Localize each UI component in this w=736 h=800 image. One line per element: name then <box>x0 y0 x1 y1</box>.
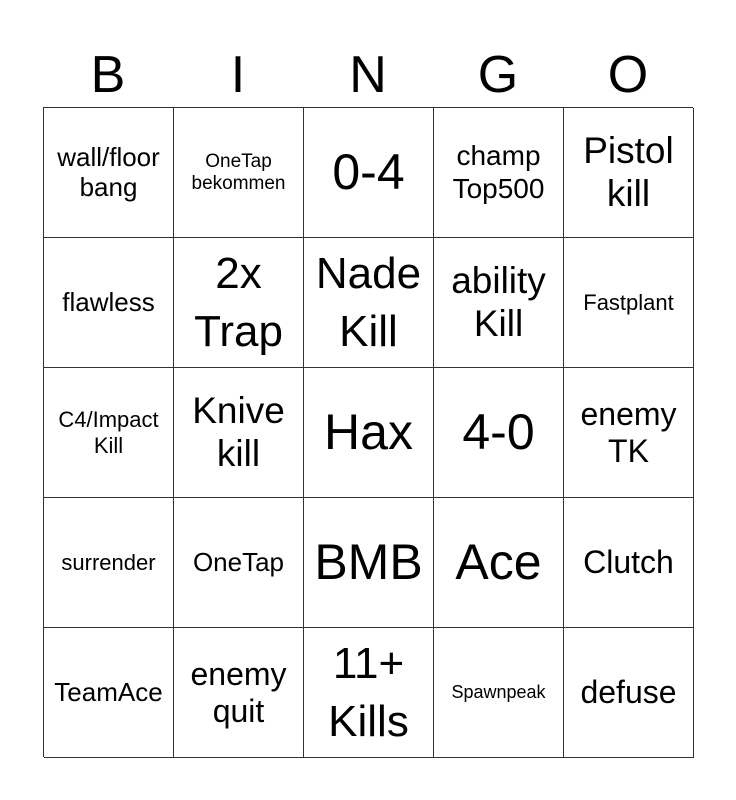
bingo-cell[interactable] <box>434 628 564 758</box>
bingo-header <box>43 44 693 106</box>
bingo-cell[interactable] <box>174 498 304 628</box>
bingo-cell-text: defuse <box>580 674 677 711</box>
header-letter-b: B <box>90 46 126 104</box>
bingo-cell-text: 11+ Kills <box>328 639 409 746</box>
bingo-cell[interactable] <box>434 368 564 498</box>
header-letter-g: G <box>477 46 519 104</box>
bingo-cell[interactable] <box>44 498 174 628</box>
bingo-cell[interactable] <box>44 628 174 758</box>
bingo-cell-text: 0-4 <box>332 143 405 200</box>
bingo-cell[interactable] <box>304 628 434 758</box>
bingo-cell[interactable] <box>304 108 434 238</box>
bingo-cell[interactable] <box>564 368 694 498</box>
bingo-cell-text: ability Kill <box>451 259 546 344</box>
bingo-cell-text: Fastplant <box>583 289 674 315</box>
bingo-cell[interactable] <box>174 238 304 368</box>
bingo-cell[interactable] <box>44 108 174 238</box>
bingo-cell-text: Knive kill <box>192 389 285 474</box>
bingo-cell-text: Spawnpeak <box>451 682 546 703</box>
bingo-cell[interactable] <box>434 238 564 368</box>
bingo-board <box>43 107 693 757</box>
bingo-cell[interactable] <box>304 238 434 368</box>
bingo-cell-text: TeamAce <box>54 676 163 707</box>
bingo-cell-text: 2x Trap <box>194 249 283 356</box>
bingo-cell-text: Nade Kill <box>315 249 422 356</box>
bingo-cell[interactable] <box>44 368 174 498</box>
bingo-cell[interactable] <box>304 498 434 628</box>
bingo-cell-text: 4-0 <box>462 403 535 460</box>
bingo-cell-text: champ Top500 <box>452 140 545 204</box>
header-letter-o: O <box>607 46 649 104</box>
bingo-cell-text: enemy quit <box>190 655 287 729</box>
bingo-cell[interactable] <box>564 498 694 628</box>
bingo-cell[interactable] <box>174 108 304 238</box>
bingo-cell-text: enemy TK <box>580 395 677 469</box>
bingo-cell-text: surrender <box>61 549 156 575</box>
bingo-cell[interactable] <box>174 368 304 498</box>
header-letter-n: N <box>349 46 387 104</box>
bingo-cell-text: Hax <box>324 403 413 460</box>
bingo-cell-text: OneTap <box>192 546 285 577</box>
bingo-cell[interactable] <box>564 108 694 238</box>
bingo-cell-text: Clutch <box>583 544 674 581</box>
bingo-cell[interactable] <box>564 238 694 368</box>
bingo-cell-text: flawless <box>62 286 155 317</box>
bingo-cell[interactable] <box>44 238 174 368</box>
bingo-cell[interactable] <box>174 628 304 758</box>
header-letter-i: I <box>230 46 246 104</box>
bingo-cell-text: Pistol kill <box>583 129 674 214</box>
bingo-cell[interactable] <box>304 368 434 498</box>
bingo-cell[interactable] <box>434 108 564 238</box>
bingo-cell[interactable] <box>434 498 564 628</box>
bingo-cell-text: wall/floor bang <box>57 141 160 202</box>
bingo-cell-text: OneTap bekommen <box>191 150 286 194</box>
bingo-cell-text: C4/Impact Kill <box>58 407 159 458</box>
bingo-cell[interactable] <box>564 628 694 758</box>
bingo-cell-text: BMB <box>314 533 423 590</box>
bingo-cell-text: Ace <box>455 533 542 590</box>
